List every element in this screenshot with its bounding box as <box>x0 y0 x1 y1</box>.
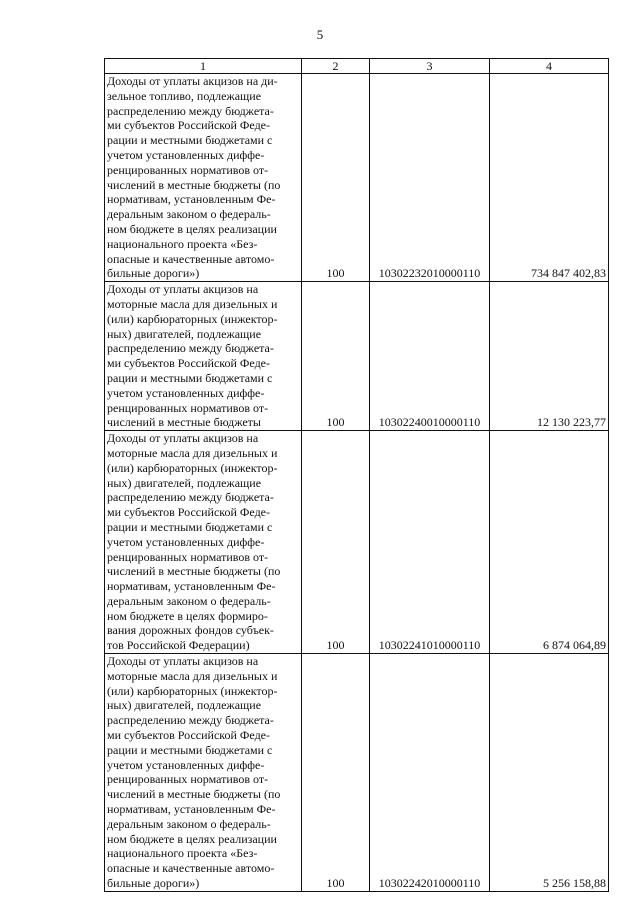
row-description: Доходы от уплаты акцизов на моторные масла для дизельных и (или) карбюраторных (инжектор- ных) двигателей, подлежащие распределению между бюджета- ми субъектов Российской Феде- рации и местными бюджетами с учетом установленных диффе- ренцированных нормативов от- числений в местные бюджеты <box>105 282 302 431</box>
row-amount: 734 847 402,83 <box>490 74 609 282</box>
row-description: Доходы от уплаты акцизов на ди- зельное топливо, подлежащие распределению между бюджета- ми субъектов Российской Феде- рации и местными бюджетами с учетом установленных диффе- ренцированных нормативов от- числений в местные бюджеты (по нормативам, установленным Фе- деральным законом о федераль- ном бюджете в целях реализации национального проекта «Без- опасные и качественные автомо- бильные дороги») <box>105 74 302 282</box>
table-header-row <box>105 59 609 74</box>
row-amount: 12 130 223,77 <box>490 282 609 431</box>
row-description: Доходы от уплаты акцизов на моторные масла для дизельных и (или) карбюраторных (инжектор- ных) двигателей, подлежащие распределению между бюджета- ми субъектов Российской Феде- рации и местными бюджетами с учетом установленных диффе- ренцированных нормативов от- числений в местные бюджеты (по нормативам, установленным Фе- деральным законом о федераль- ном бюджете в целях формиро- вания дорожных фондов субъек- тов Российской Федерации) <box>105 431 302 654</box>
row-column-2-value: 100 <box>302 74 370 282</box>
column-header-3: 3 <box>370 59 490 74</box>
column-header-2: 2 <box>302 59 370 74</box>
row-budget-code: 10302241010000110 <box>370 431 490 654</box>
table-row <box>105 431 609 654</box>
table-row <box>105 282 609 431</box>
row-budget-code: 10302232010000110 <box>370 74 490 282</box>
row-description: Доходы от уплаты акцизов на моторные масла для дизельных и (или) карбюраторных (инжектор- ных) двигателей, подлежащие распределению между бюджета- ми субъектов Российской Феде- рации и местными бюджетами с учетом установленных диффе- ренцированных нормативов от- числений в местные бюджеты (по нормативам, установленным Фе- деральным законом о федераль- ном бюджете в целях реализации национального проекта «Без- опасные и качественные автомо- бильные дороги») <box>105 654 302 892</box>
row-column-2-value: 100 <box>302 431 370 654</box>
revenue-table <box>104 58 609 892</box>
page-number: 5 <box>316 27 324 42</box>
row-budget-code: 10302242010000110 <box>370 654 490 892</box>
row-amount: 6 874 064,89 <box>490 431 609 654</box>
column-header-1: 1 <box>105 59 302 74</box>
row-column-2-value: 100 <box>302 282 370 431</box>
row-amount: 5 256 158,88 <box>490 654 609 892</box>
table-row <box>105 74 609 282</box>
table-row <box>105 654 609 892</box>
row-budget-code: 10302240010000110 <box>370 282 490 431</box>
column-header-4: 4 <box>490 59 609 74</box>
row-column-2-value: 100 <box>302 654 370 892</box>
